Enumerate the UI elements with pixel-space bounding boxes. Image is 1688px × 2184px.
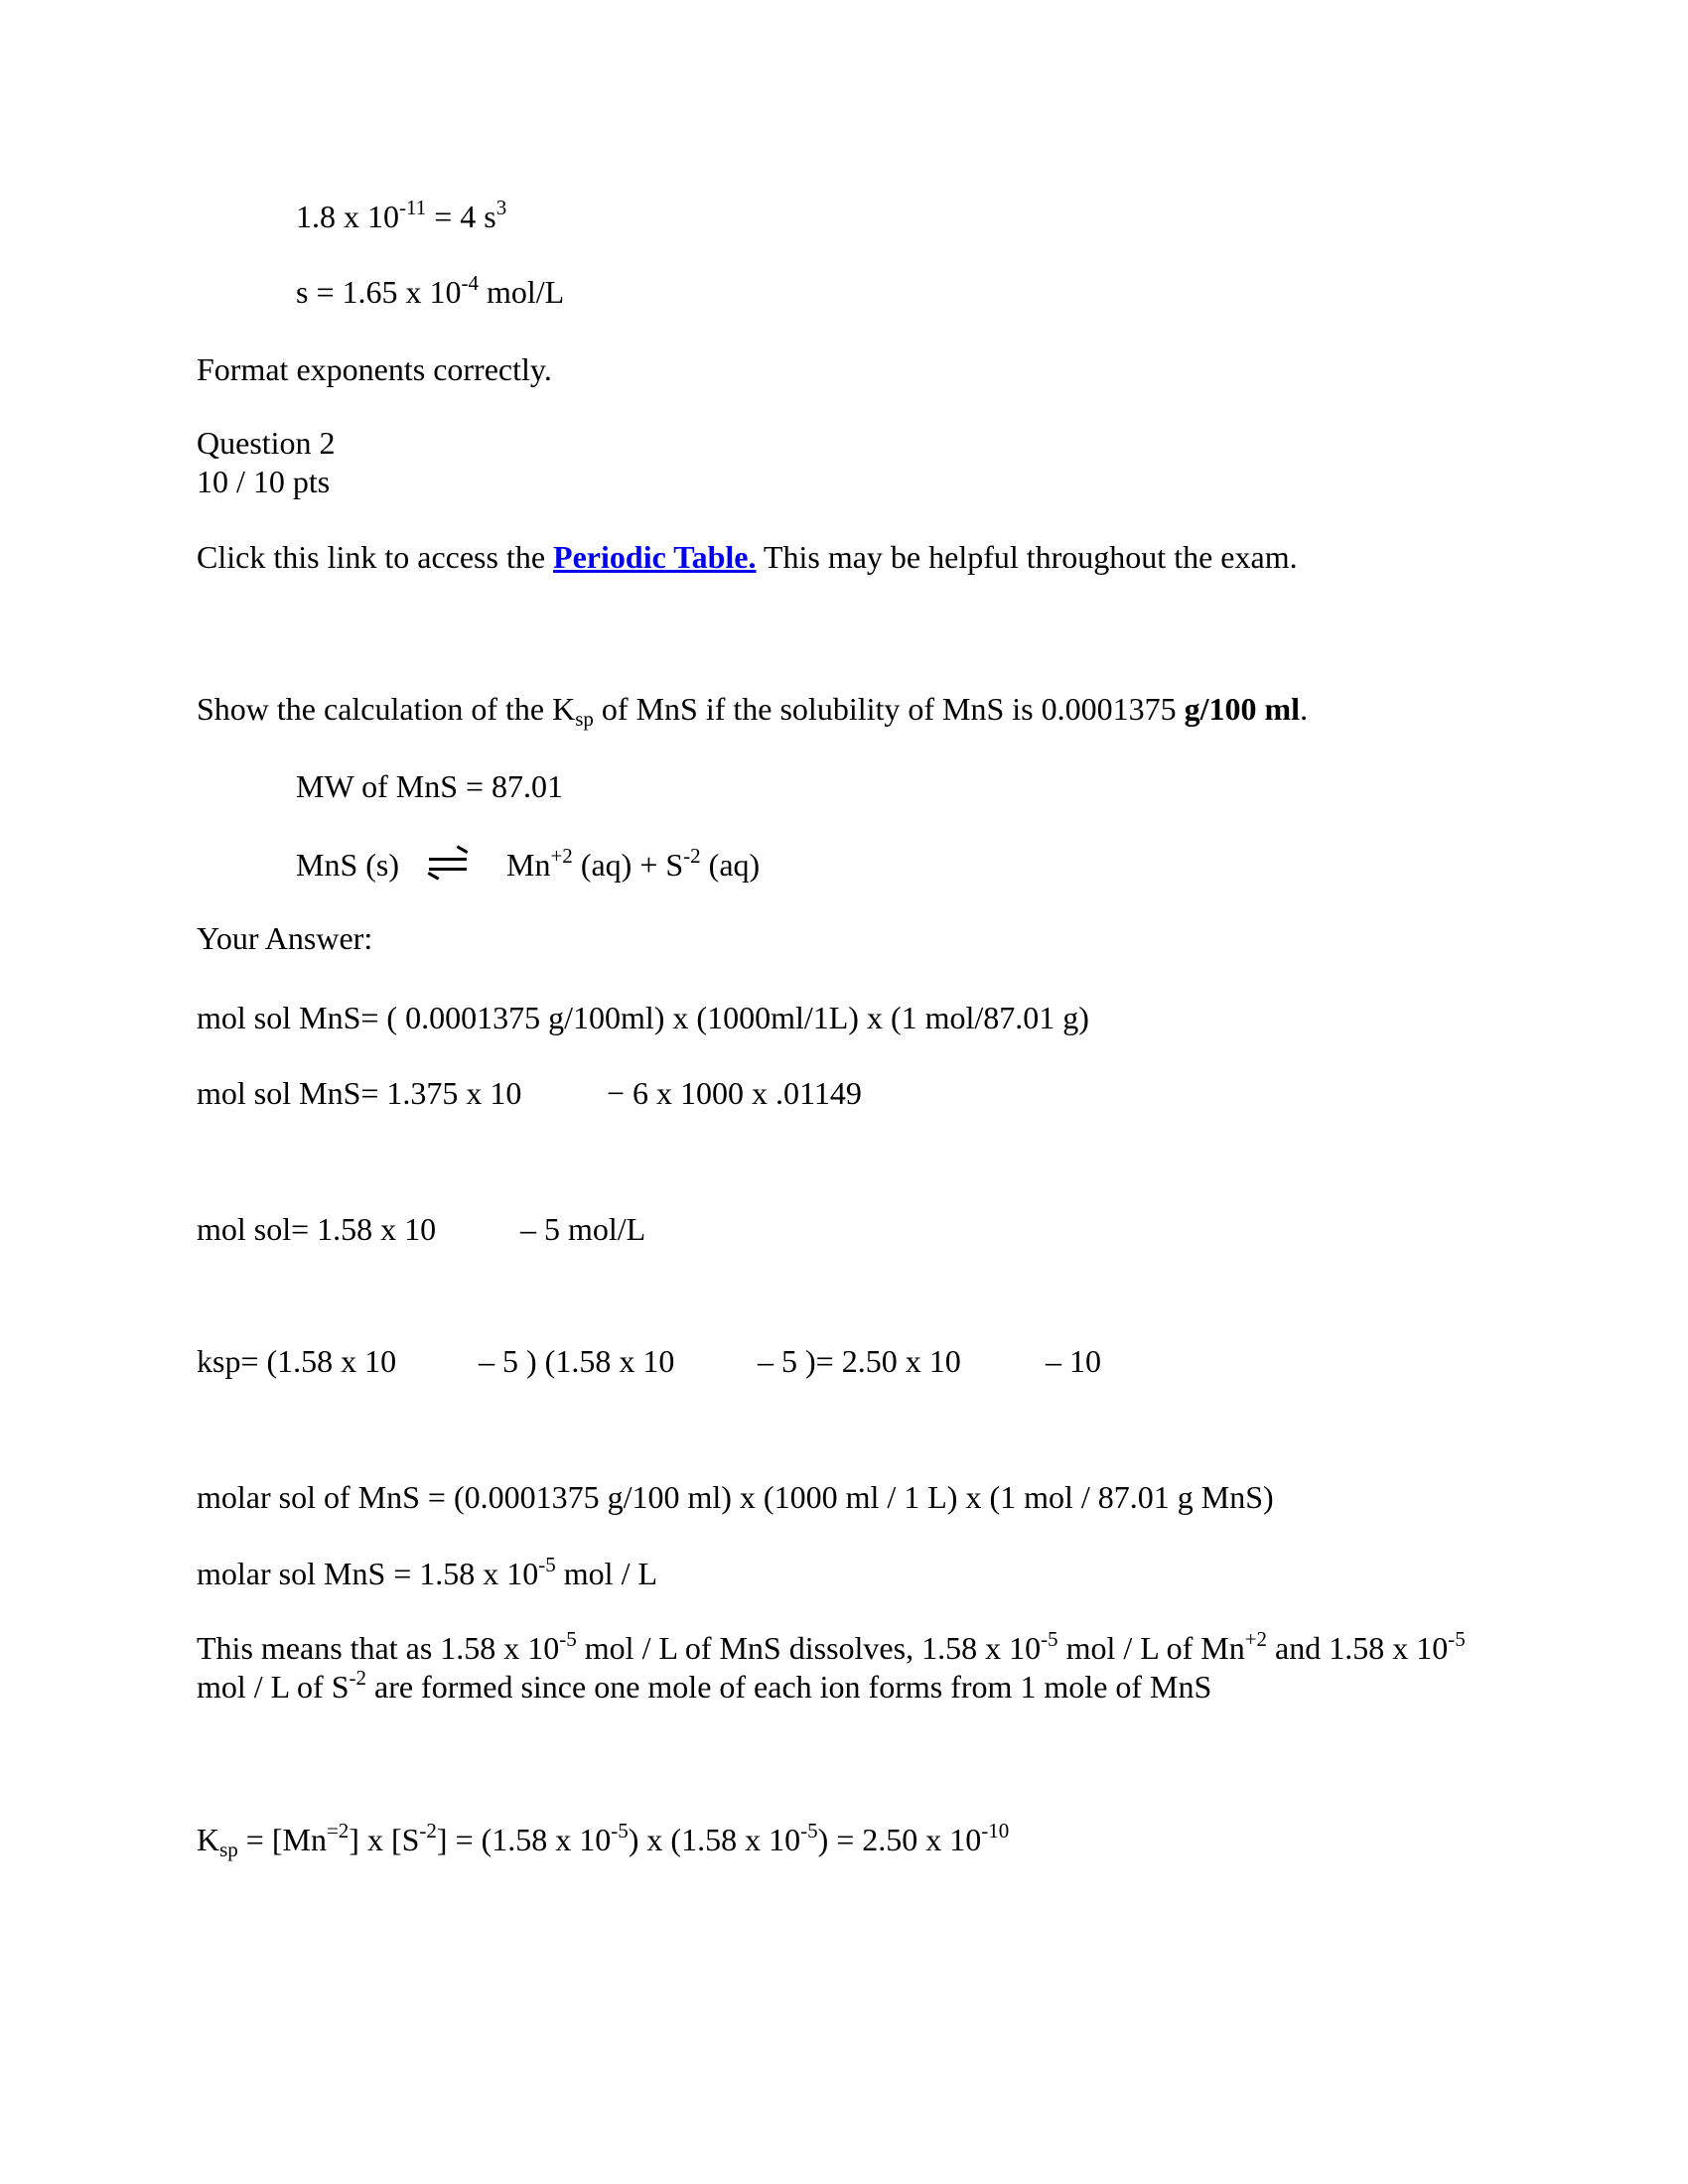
solution-text: K	[197, 1822, 220, 1857]
equation-text: s = 1.65 x 10	[296, 274, 462, 310]
answer-segment: ksp= (1.58 x 10	[197, 1343, 397, 1379]
answer-segment: – 5 )= 2.50 x 10	[758, 1343, 961, 1379]
answer-segment: – 5 mol/L	[520, 1211, 646, 1247]
equation-text: = 4 s	[426, 199, 496, 234]
solution-text: = [Mn	[237, 1822, 327, 1857]
answer-segment: – 10	[1046, 1343, 1101, 1379]
exponent: -2	[349, 1666, 366, 1690]
solution-text: mol / L	[555, 1556, 657, 1591]
solution-text: This means that as 1.58 x 10	[197, 1630, 560, 1666]
prompt-text: .	[1300, 691, 1309, 727]
exponent: -5	[800, 1819, 818, 1843]
prompt-text: Show the calculation of the K	[197, 691, 576, 727]
previous-answer-equation-2	[296, 272, 564, 312]
solution-text: ] = (1.58 x 10	[436, 1822, 612, 1857]
prompt-text: of MnS if the solubility of MnS is 0.0001375	[593, 691, 1185, 727]
prompt-bold-units: g/100 ml	[1184, 691, 1301, 727]
exponent: -5	[611, 1819, 629, 1843]
exponent: -5	[538, 1553, 556, 1576]
solution-text: and 1.58 x 10	[1267, 1630, 1449, 1666]
exponent: -5	[1041, 1627, 1058, 1651]
product: (aq) + S	[572, 847, 684, 883]
exponent: -2	[419, 1819, 437, 1843]
solution-text: mol / L of Mn	[1057, 1630, 1245, 1666]
exponent: =2	[326, 1819, 350, 1843]
instruction-text: This may be helpful throughout the exam.	[756, 539, 1298, 575]
solution-text: molar sol MnS = 1.58 x 10	[197, 1556, 539, 1591]
answer-segment: – 5 ) (1.58 x 10	[479, 1343, 675, 1379]
solution-explanation	[197, 1629, 1487, 1706]
solution-text: ) x (1.58 x 10	[628, 1822, 801, 1857]
dissociation-reaction	[296, 845, 760, 885]
exponent: -11	[399, 196, 427, 219]
solution-line-2	[197, 1554, 657, 1593]
product: (aq)	[700, 847, 761, 883]
answer-segment: mol sol= 1.58 x 10	[197, 1211, 437, 1247]
subscript: sp	[575, 707, 594, 731]
exponent: -4	[461, 271, 479, 295]
molecular-weight: MW of MnS = 87.01	[296, 768, 564, 804]
your-answer-label: Your Answer:	[197, 920, 373, 956]
grader-feedback: Format exponents correctly.	[197, 351, 552, 387]
answer-line-1: mol sol MnS= ( 0.0001375 g/100ml) x (1000ml/1L) x (1 mol/87.01 g)	[197, 1000, 1089, 1035]
ksp-final-calculation	[197, 1820, 1009, 1859]
previous-answer-equation-1	[296, 197, 506, 236]
solution-text: ] x [S	[349, 1822, 420, 1857]
equation-text: 1.8 x 10	[296, 199, 399, 234]
equilibrium-arrow-icon	[429, 848, 469, 878]
answer-segment: mol sol MnS= 1.375 x 10	[197, 1075, 522, 1111]
solution-text: ) = 2.50 x 10	[817, 1822, 982, 1857]
charge: +2	[550, 844, 573, 868]
solution-text: mol / L of MnS dissolves, 1.58 x 10	[576, 1630, 1042, 1666]
exponent: -10	[981, 1819, 1010, 1843]
exponent: +2	[1244, 1627, 1268, 1651]
solution-text: mol / L of S	[197, 1669, 350, 1705]
solution-text: are formed since one mole of each ion forms from 1 mole of MnS	[365, 1669, 1212, 1705]
exponent: 3	[495, 196, 507, 219]
answer-segment: − 6 x 1000 x .01149	[607, 1075, 862, 1111]
question-prompt	[197, 689, 1308, 729]
periodic-table-link[interactable]: Periodic Table.	[553, 539, 757, 575]
exponent: -5	[559, 1627, 577, 1651]
exponent: -5	[1448, 1627, 1466, 1651]
reactant: MnS (s)	[296, 847, 400, 883]
instruction-text: Click this link to access the	[197, 539, 554, 575]
question-score: 10 / 10 pts	[197, 464, 331, 499]
question-title: Question 2	[197, 425, 336, 461]
periodic-table-instruction	[197, 537, 1298, 577]
product: Mn	[506, 847, 551, 883]
equation-text: mol/L	[479, 274, 565, 310]
charge: -2	[683, 844, 701, 868]
solution-line-1: molar sol of MnS = (0.0001375 g/100 ml) x (1000 ml / 1 L) x (1 mol / 87.01 g MnS)	[197, 1479, 1274, 1515]
subscript: sp	[219, 1838, 238, 1861]
